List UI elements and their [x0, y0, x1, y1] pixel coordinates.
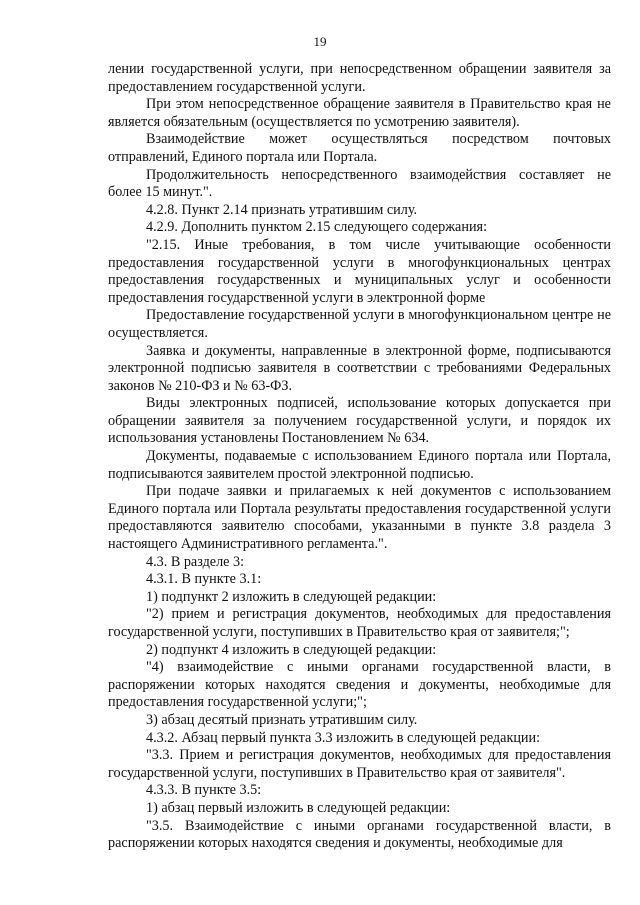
paragraph: "3.5. Взаимодействие с иными органами государственной власти, в распоряжении которых находятся сведения и документы, необходимые для	[108, 817, 611, 852]
paragraph: Виды электронных подписей, использование которых допускается при обращении заявителя за получением государственной услуги, и порядок их использования установлены Постановлением № 634.	[108, 395, 611, 447]
paragraph: 4.3. В разделе 3:	[146, 553, 245, 570]
paragraph: Продолжительность непосредственного взаимодействия составляет не более 15 минут.".	[108, 166, 611, 201]
paragraph: Предоставление государственной услуги в многофункциональном центре не осуществляется.	[108, 307, 611, 341]
paragraph: При подаче заявки и прилагаемых к ней документов с использованием Единого портала или Портала результаты предоставления государственной услуги предоставляются заявителю способами, указанными в пункте 3.8 раздела 3 настоящего Административного регламента.".	[108, 483, 611, 553]
paragraph: 1) абзац первый изложить в следующей редакции:	[146, 799, 451, 816]
paragraph: "4) взаимодействие с иными органами государственной власти, в распоряжении которых находятся сведения и документы, необходимые для предоставления государственной услуги;";	[108, 659, 611, 711]
paragraph: Взаимодействие может осуществляться посредством почтовых отправлений, Единого портала или Портала.	[108, 131, 611, 165]
paragraph: "2) прием и регистрация документов, необходимых для предоставления государственной услуги, поступивших в Правительство края от заявителя;";	[108, 606, 611, 640]
paragraph: Заявка и документы, направленные в электронной форме, подписываются электронной подписью заявителя в соответствии с требованиями Федеральных законов № 210-ФЗ и № 63-ФЗ.	[108, 342, 611, 394]
paragraph: лении государственной услуги, при непосредственном обращении заявителя за предоставлением государственной услуги.	[108, 61, 611, 95]
paragraph: 4.3.2. Абзац первый пункта 3.3 изложить в следующей редакции:	[146, 729, 541, 746]
paragraph: При этом непосредственное обращение заявителя в Правительство края не является обязательным (осуществляется по усмотрению заявителя).	[108, 96, 611, 130]
paragraph: Документы, подаваемые с использованием Единого портала или Портала, подписываются заявителем простой электронной подписью.	[108, 448, 611, 482]
paragraph: 4.2.9. Дополнить пунктом 2.15 следующего содержания:	[146, 219, 488, 236]
paragraph: 4.3.1. В пункте 3.1:	[146, 571, 262, 588]
paragraph: 2) подпункт 4 изложить в следующей редакции:	[146, 641, 437, 658]
paragraph: "3.3. Прием и регистрация документов, необходимых для предоставления государственной услуги, поступивших в Правительство края от заявителя".	[108, 747, 611, 781]
page-number: 19	[313, 34, 327, 49]
paragraph: 3) абзац десятый признать утратившим силу.	[146, 711, 418, 728]
paragraph: 4.3.3. В пункте 3.5:	[146, 782, 262, 799]
paragraph: "2.15. Иные требования, в том числе учитывающие особенности предоставления государственной услуги в многофункциональных центрах предоставления государственных и муниципальных услуг и особенности предоставления государственной услуги в электронной форме	[108, 236, 611, 306]
paragraph: 4.2.8. Пункт 2.14 признать утратившим силу.	[146, 201, 418, 218]
paragraph: 1) подпункт 2 изложить в следующей редакции:	[146, 588, 437, 605]
document-body	[108, 61, 611, 853]
